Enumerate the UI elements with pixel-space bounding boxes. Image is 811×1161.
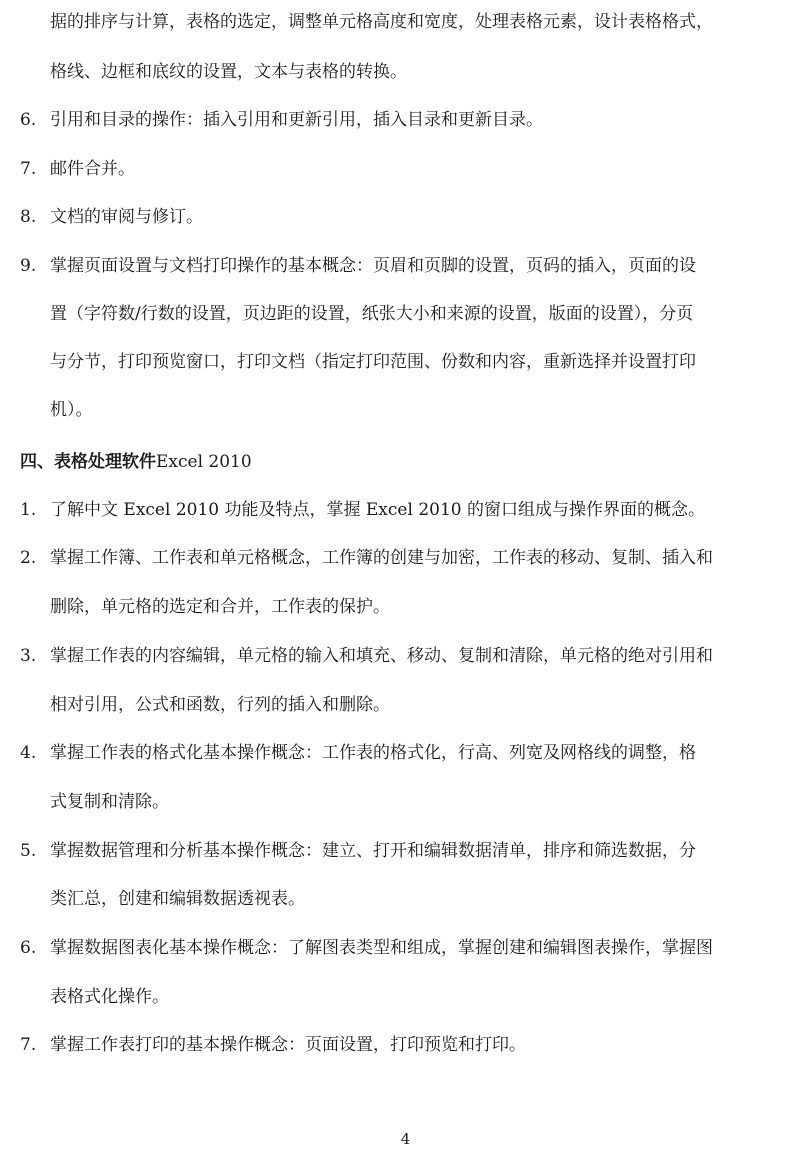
list-item-number: 7. [20, 1035, 37, 1055]
list-item-text: 掌握工作表的格式化基本操作概念：工作表的格式化，行高、列宽及网格线的调整，格 [50, 743, 696, 763]
list-item-text: 表格式化操作。 [50, 987, 169, 1007]
list-item-number: 4. [20, 743, 37, 763]
list-item-number: 8. [20, 207, 37, 227]
list-item-text: 掌握工作簿、工作表和单元格概念，工作簿的创建与加密，工作表的移动、复制、插入和 [50, 548, 713, 568]
list-item-text: 与分节，打印预览窗口，打印文档（指定打印范围、份数和内容，重新选择并设置打印 [50, 352, 696, 372]
list-item-text: 邮件合并。 [50, 159, 135, 179]
section-heading-label: 四、表格处理软件 [20, 452, 156, 472]
list-item-number: 1. [20, 500, 37, 520]
list-item-number: 9. [20, 256, 37, 276]
list-item-text: 引用和目录的操作：插入引用和更新引用，插入目录和更新目录。 [50, 110, 543, 130]
list-item-text: 类汇总，创建和编辑数据透视表。 [50, 889, 305, 909]
list-item-text: 掌握工作表的内容编辑，单元格的输入和填充、移动、复制和清除，单元格的绝对引用和 [50, 646, 713, 666]
list-item-text: 相对引用，公式和函数，行列的插入和删除。 [50, 695, 390, 715]
list-item-text: 式复制和清除。 [50, 792, 169, 812]
section-heading-latin: Excel 2010 [156, 452, 252, 472]
list-item-text: 了解中文 Excel 2010 功能及特点，掌握 Excel 2010 的窗口组成与操作界面的概念。 [50, 500, 705, 520]
list-item-number: 6. [20, 938, 37, 958]
list-item-text: 置（字符数/行数的设置，页边距的设置，纸张大小和来源的设置，版面的设置），分页 [50, 304, 694, 324]
list-item-number: 3. [20, 646, 37, 666]
list-item-text: 掌握工作表打印的基本操作概念：页面设置，打印预览和打印。 [50, 1035, 526, 1055]
continuation-line: 格线、边框和底纹的设置，文本与表格的转换。 [50, 62, 407, 82]
section-heading [20, 450, 252, 474]
list-item-number: 6. [20, 110, 37, 130]
page-number: 4 [400, 1130, 411, 1148]
list-item-number: 5. [20, 841, 37, 861]
list-item-number: 2. [20, 548, 37, 568]
list-item-text: 删除，单元格的选定和合并，工作表的保护。 [50, 597, 390, 617]
list-item-text: 掌握数据管理和分析基本操作概念：建立、打开和编辑数据清单，排序和筛选数据，分 [50, 841, 696, 861]
list-item-text: 掌握页面设置与文档打印操作的基本概念：页眉和页脚的设置，页码的插入，页面的设 [50, 256, 696, 276]
list-item-number: 7. [20, 159, 37, 179]
list-item-text: 文档的审阅与修订。 [50, 207, 203, 227]
list-item-text: 机）。 [50, 400, 93, 420]
list-item-text: 掌握数据图表化基本操作概念：了解图表类型和组成，掌握创建和编辑图表操作，掌握图 [50, 938, 713, 958]
continuation-line: 据的排序与计算，表格的选定，调整单元格高度和宽度，处理表格元素，设计表格格式， [50, 12, 713, 32]
